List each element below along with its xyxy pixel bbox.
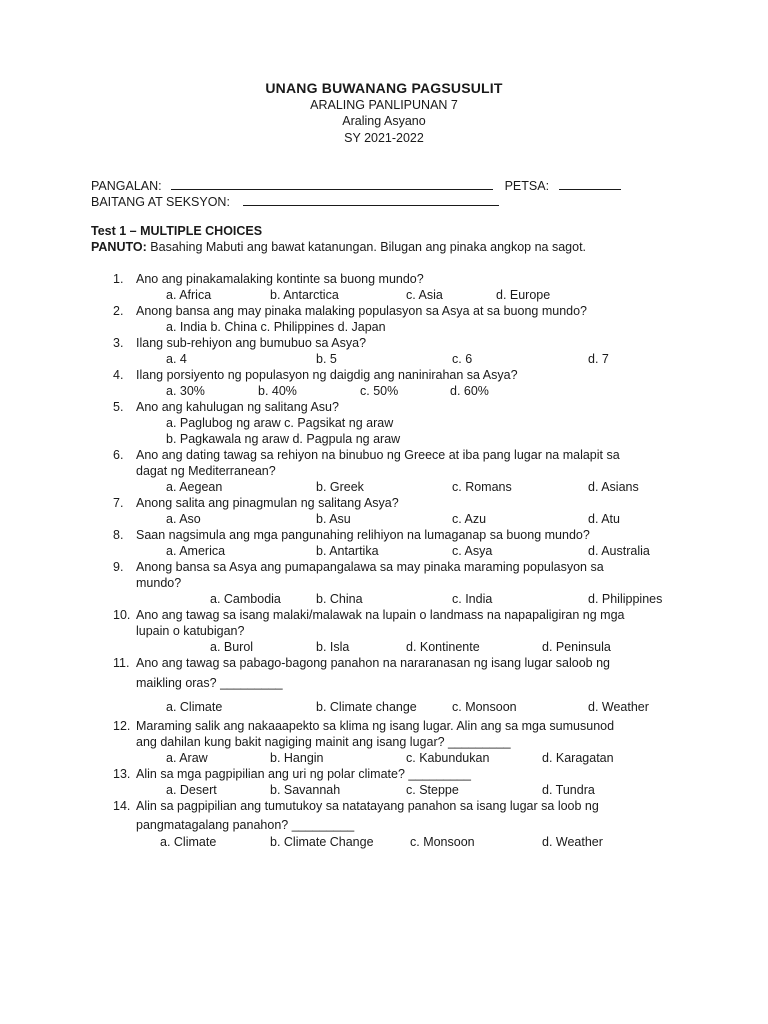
question-number: 11. <box>113 656 130 670</box>
question-text: Ilang porsiyento ng populasyon ng daigdig ang naninirahan sa Asya? <box>136 368 518 382</box>
question-text-continued: maikling oras? _________ <box>136 676 283 690</box>
name-label: PANGALAN: <box>91 179 162 193</box>
option[interactable]: b. Climate change <box>316 700 417 714</box>
option[interactable]: c. Azu <box>452 512 487 526</box>
question-text-continued: ang dahilan kung bakit nagiging mainit ang isang lugar? _________ <box>136 735 511 749</box>
option[interactable]: c. Steppe <box>406 783 459 797</box>
option[interactable]: b. Greek <box>316 480 364 494</box>
question-text: Anong bansa ang may pinaka malaking populasyon sa Asya at sa buong mundo? <box>136 304 588 318</box>
question-number: 7. <box>113 496 124 510</box>
option[interactable]: d. 7 <box>588 352 609 366</box>
exam-title: UNANG BUWANANG PAGSUSULIT <box>265 80 503 96</box>
option[interactable]: b. Antarctica <box>270 288 339 302</box>
question-text-continued: mundo? <box>136 576 182 590</box>
question-text: Saan nagsimula ang mga pangunahing relihiyon na lumaganap sa buong mundo? <box>136 528 590 542</box>
question-text: Ano ang kahulugan ng salitang Asu? <box>136 400 339 414</box>
option[interactable]: d. 60% <box>450 384 489 398</box>
question-text: Anong bansa sa Asya ang pumapangalawa sa may pinaka maraming populasyon sa <box>136 560 604 574</box>
option[interactable]: a. Desert <box>166 783 217 797</box>
option[interactable]: a. Climate <box>166 700 223 714</box>
school-year-line: SY 2021-2022 <box>344 131 424 145</box>
question-text-continued: pangmatagalang panahon? _________ <box>136 818 355 832</box>
option[interactable]: a. Cambodia <box>210 592 281 606</box>
question-text: Alin sa mga pagpipilian ang uri ng polar climate? _________ <box>136 767 471 781</box>
option[interactable]: d. Kontinente <box>406 640 480 654</box>
grade-section-label: BAITANG AT SEKSYON: <box>91 195 230 209</box>
question-number: 9. <box>113 560 124 574</box>
option[interactable]: c. 50% <box>360 384 399 398</box>
option[interactable]: c. Monsoon <box>452 700 517 714</box>
question-number: 14. <box>113 799 131 813</box>
option[interactable]: a. Aso <box>166 512 201 526</box>
topic-line: Araling Asyano <box>342 114 426 128</box>
option[interactable]: a. 30% <box>166 384 205 398</box>
option[interactable]: c. Monsoon <box>410 835 475 849</box>
question-number: 3. <box>113 336 124 350</box>
option[interactable]: b. Isla <box>316 640 350 654</box>
directions <box>91 240 586 254</box>
option[interactable]: b. 5 <box>316 352 337 366</box>
question-number: 1. <box>113 272 124 286</box>
question-text: Ano ang tawag sa isang malaki/malawak na lupain o landmass na napapaligiran ng mga <box>136 608 625 622</box>
option[interactable]: a. India b. China c. Philippines d. Japan <box>166 320 386 334</box>
question-text: Ano ang dating tawag sa rehiyon na binubuo ng Greece at iba pang lugar na malapit sa <box>136 448 620 462</box>
option[interactable]: c. Asia <box>406 288 443 302</box>
option[interactable]: b. Asu <box>316 512 351 526</box>
option[interactable]: c. Asya <box>452 544 493 558</box>
option[interactable]: d. Karagatan <box>542 751 614 765</box>
question-text: Ano ang tawag sa pabago-bagong panahon na nararanasan ng isang lugar saloob ng <box>136 656 610 670</box>
question-number: 13. <box>113 767 131 781</box>
question-text: Ilang sub-rehiyon ang bumubuo sa Asya? <box>136 336 367 350</box>
date-blank[interactable] <box>559 177 621 190</box>
question-text-continued: dagat ng Mediterranean? <box>136 464 276 478</box>
grade-section-blank[interactable] <box>243 193 499 206</box>
option[interactable]: a. 4 <box>166 352 187 366</box>
option[interactable]: a. Aegean <box>166 480 223 494</box>
test-heading: Test 1 – MULTIPLE CHOICES <box>91 224 263 238</box>
question-number: 8. <box>113 528 124 542</box>
option[interactable]: d. Asians <box>588 480 639 494</box>
option[interactable]: c. India <box>452 592 493 606</box>
question-text: Ano ang pinakamalaking kontinte sa buong mundo? <box>136 272 424 286</box>
option[interactable]: b. Antartika <box>316 544 379 558</box>
option[interactable]: a. Burol <box>210 640 254 654</box>
option[interactable]: d. Philippines <box>588 592 663 606</box>
question-text-continued: lupain o katubigan? <box>136 624 245 638</box>
option[interactable]: d. Australia <box>588 544 650 558</box>
option[interactable]: a. Climate <box>160 835 217 849</box>
question-number: 12. <box>113 719 131 733</box>
option[interactable]: c. Romans <box>452 480 512 494</box>
option[interactable]: c. Kabundukan <box>406 751 490 765</box>
option[interactable]: d. Tundra <box>542 783 595 797</box>
option[interactable]: d. Weather <box>542 835 603 849</box>
question-number: 5. <box>113 400 124 414</box>
question-text: Anong salita ang pinagmulan ng salitang Asya? <box>136 496 399 510</box>
option[interactable]: a. Araw <box>166 751 208 765</box>
question-number: 4. <box>113 368 124 382</box>
question-number: 2. <box>113 304 124 318</box>
option[interactable]: a. Africa <box>166 288 212 302</box>
option[interactable]: d. Atu <box>588 512 620 526</box>
date-label: PETSA: <box>504 179 550 193</box>
option[interactable]: d. Weather <box>588 700 649 714</box>
option[interactable]: d. Europe <box>496 288 551 302</box>
option[interactable]: a. America <box>166 544 226 558</box>
option[interactable]: b. 40% <box>258 384 297 398</box>
directions-label: PANUTO: <box>91 240 147 254</box>
name-blank[interactable] <box>171 177 493 190</box>
name-field-row <box>91 177 621 193</box>
question-number: 10. <box>113 608 131 622</box>
question-number: 6. <box>113 448 124 462</box>
option[interactable]: b. China <box>316 592 363 606</box>
grade-section-row <box>91 193 499 209</box>
option[interactable]: c. 6 <box>452 352 473 366</box>
option[interactable]: d. Peninsula <box>542 640 611 654</box>
directions-text: Basahing Mabuti ang bawat katanungan. Bilugan ang pinaka angkop na sagot. <box>150 240 587 254</box>
subject-line: ARALING PANLIPUNAN 7 <box>310 98 458 112</box>
option[interactable]: b. Savannah <box>270 783 341 797</box>
question-text: Alin sa pagpipilian ang tumutukoy sa natatayang panahon sa isang lugar sa loob ng <box>136 799 599 813</box>
question-text: Maraming salik ang nakaaapekto sa klima ng isang lugar. Alin ang sa mga sumusunod <box>136 719 615 733</box>
option[interactable]: b. Climate Change <box>270 835 374 849</box>
option-row[interactable]: a. Paglubog ng araw c. Pagsikat ng araw <box>166 416 394 430</box>
option[interactable]: b. Hangin <box>270 751 324 765</box>
option-row[interactable]: b. Pagkawala ng araw d. Pagpula ng araw <box>166 432 401 446</box>
